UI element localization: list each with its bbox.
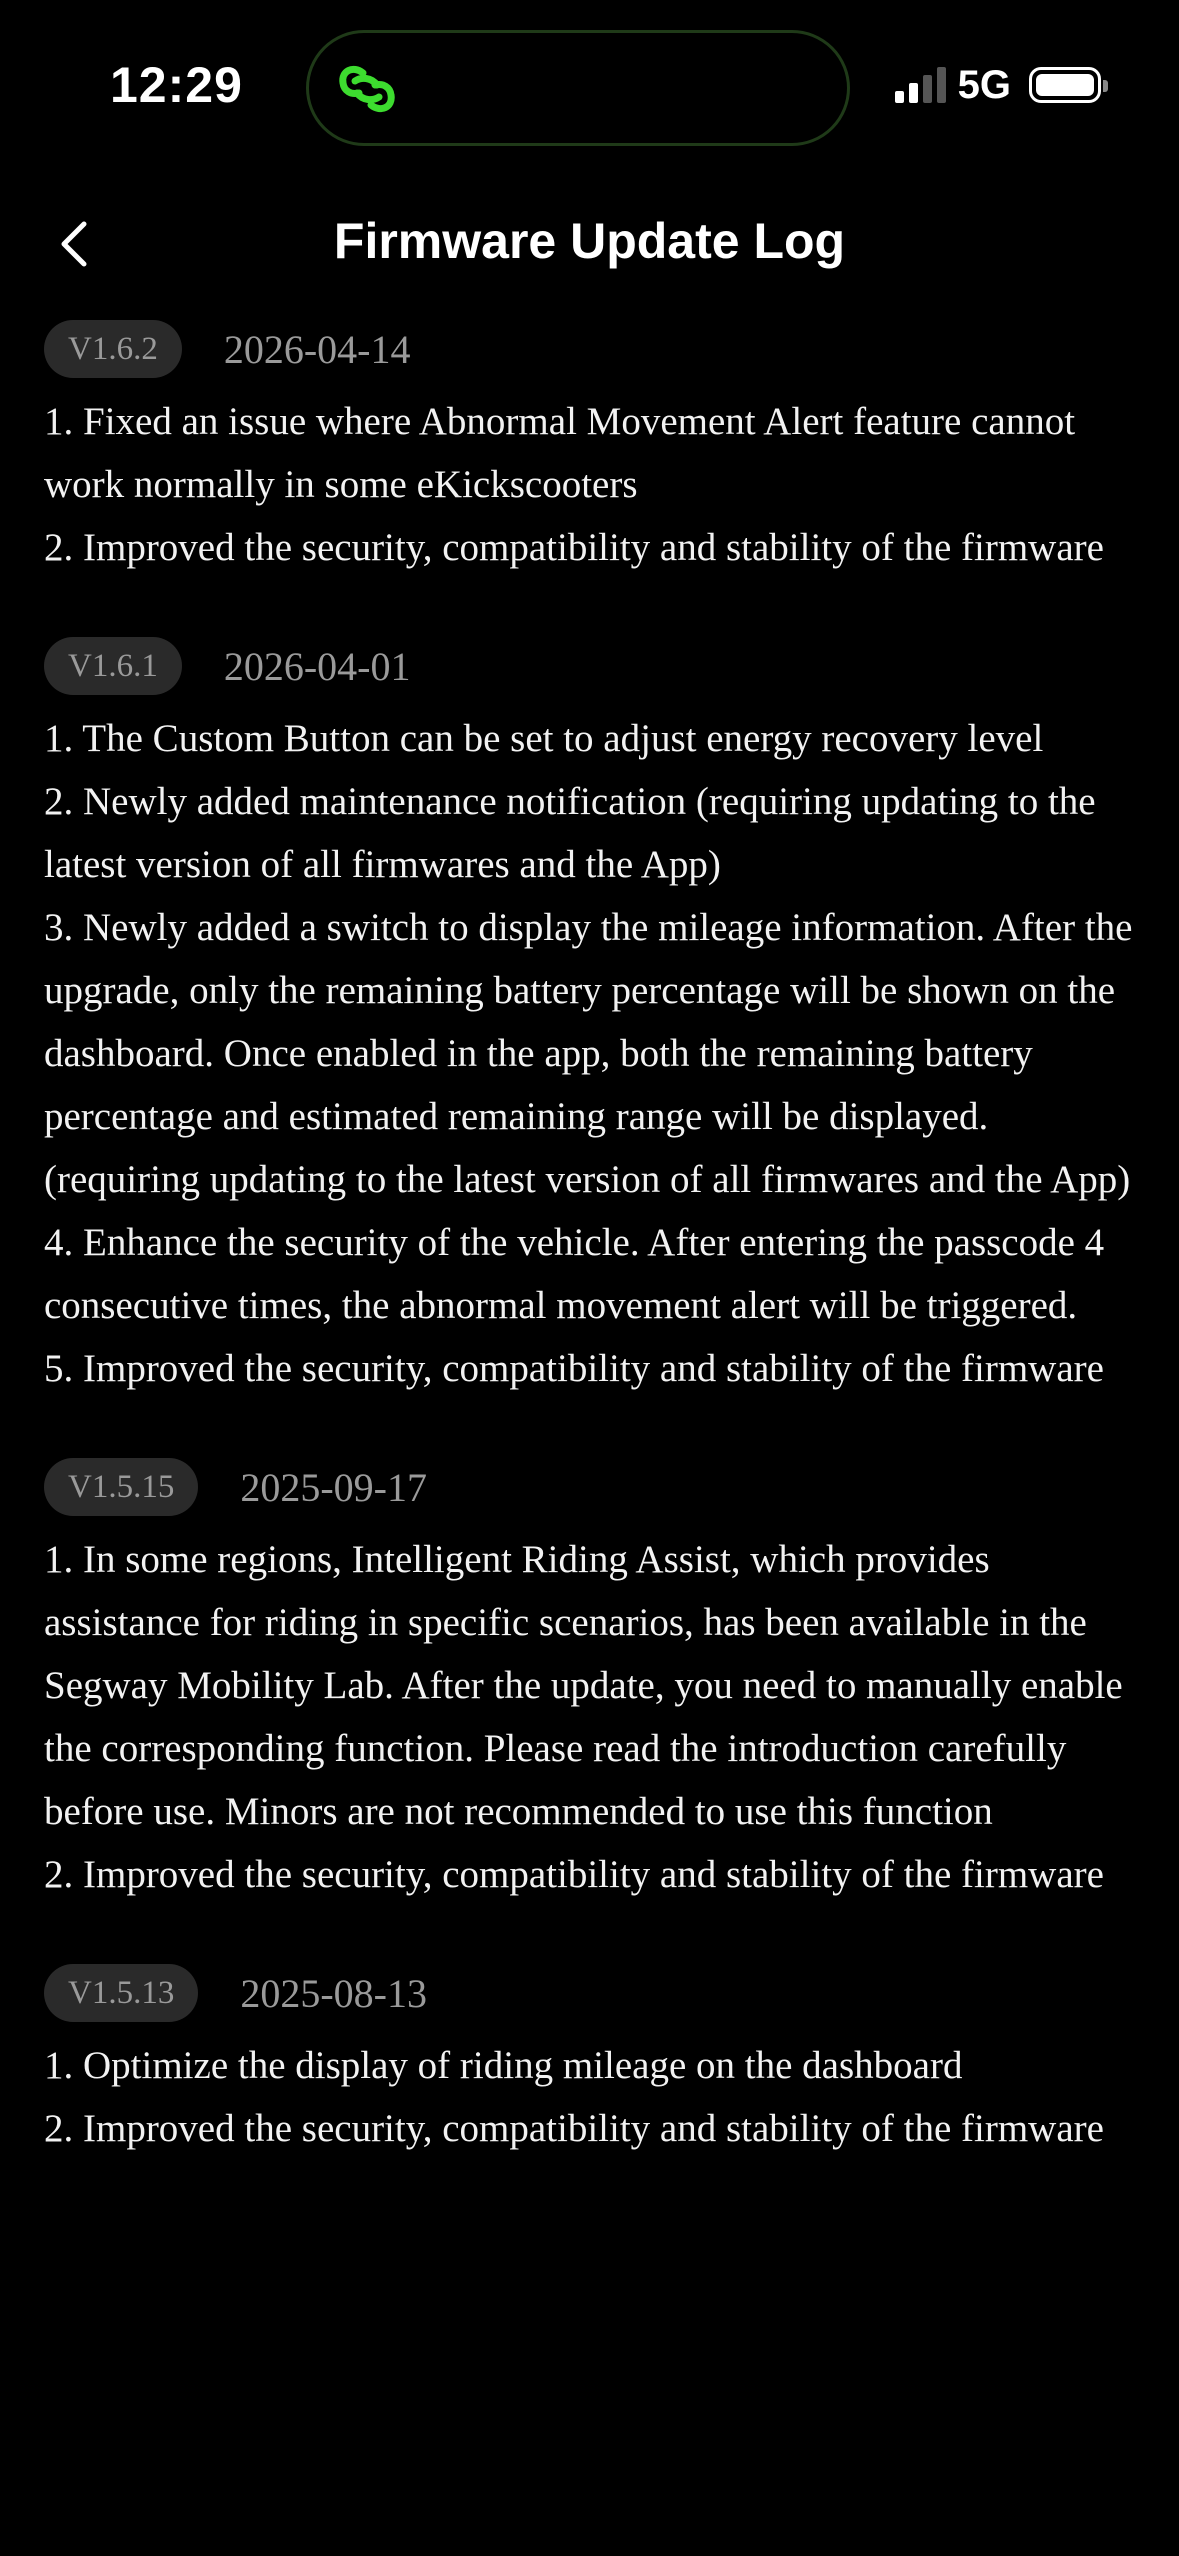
- status-indicators: [895, 60, 1101, 110]
- note-line: 5. Improved the security, compatibility and stability of the firmware: [44, 1347, 1104, 1390]
- cellular-signal-icon: [895, 67, 946, 103]
- note-line: 2. Improved the security, compatibility and stability of the firmware: [44, 526, 1104, 569]
- note-line: 2. Improved the security, compatibility and stability of the firmware: [44, 2107, 1104, 2150]
- link-rings-icon: [335, 59, 399, 119]
- log-entry: [44, 1962, 1144, 2160]
- note-line: 4. Enhance the security of the vehicle. After entering the passcode 4 consecutive times, the abnormal movement alert will be triggered.: [44, 1221, 1105, 1327]
- update-log-list[interactable]: [44, 318, 1144, 2216]
- page-title: Firmware Update Log: [333, 213, 846, 269]
- note-line: 1. Optimize the display of riding mileage on the dashboard: [44, 2044, 963, 2087]
- nav-bar: [0, 196, 1179, 292]
- network-type: 5G: [957, 62, 1011, 107]
- battery-icon: [1029, 67, 1101, 103]
- release-date: 2025-09-17: [240, 1464, 427, 1510]
- release-date: 2026-04-14: [223, 326, 411, 372]
- version-badge: V1.6.1: [44, 637, 182, 695]
- release-notes: [44, 390, 1144, 579]
- note-line: 3. Newly added a switch to display the mileage information. After the upgrade, only the remaining battery percentage will be shown on the dashboard. Once enabled in the app, both the remaining battery percentage and estimated remaining range will be displayed. (requiring updating to the latest version of all firmwares and the App): [44, 906, 1133, 1201]
- version-badge: V1.6.2: [44, 320, 182, 378]
- release-notes: [44, 2034, 1144, 2160]
- status-time: 12:29: [110, 57, 243, 113]
- dynamic-island[interactable]: [306, 30, 850, 146]
- note-line: 2. Newly added maintenance notification (requiring updating to the latest version of all firmwares and the App): [44, 780, 1096, 886]
- log-entry: [44, 635, 1144, 1400]
- release-date: 2026-04-01: [223, 643, 411, 689]
- release-notes: [44, 707, 1144, 1400]
- log-entry: [44, 318, 1144, 579]
- note-line: 1. In some regions, Intelligent Riding Assist, which provides assistance for riding in specific scenarios, has been available in the Segway Mobility Lab. After the update, you need to manually enable the corresponding function. Please read the introduction carefully before use. Minors are not recommended to use this function: [44, 1538, 1123, 1833]
- version-badge: V1.5.15: [44, 1458, 198, 1516]
- log-entry: [44, 1456, 1144, 1906]
- note-line: 1. The Custom Button can be set to adjust energy recovery level: [44, 717, 1044, 760]
- note-line: 2. Improved the security, compatibility and stability of the firmware: [44, 1853, 1104, 1896]
- version-badge: V1.5.13: [44, 1964, 198, 2022]
- release-date: 2025-08-13: [240, 1970, 427, 2016]
- note-line: 1. Fixed an issue where Abnormal Movement Alert feature cannot work normally in some eKickscooters: [44, 400, 1076, 506]
- release-notes: [44, 1528, 1144, 1906]
